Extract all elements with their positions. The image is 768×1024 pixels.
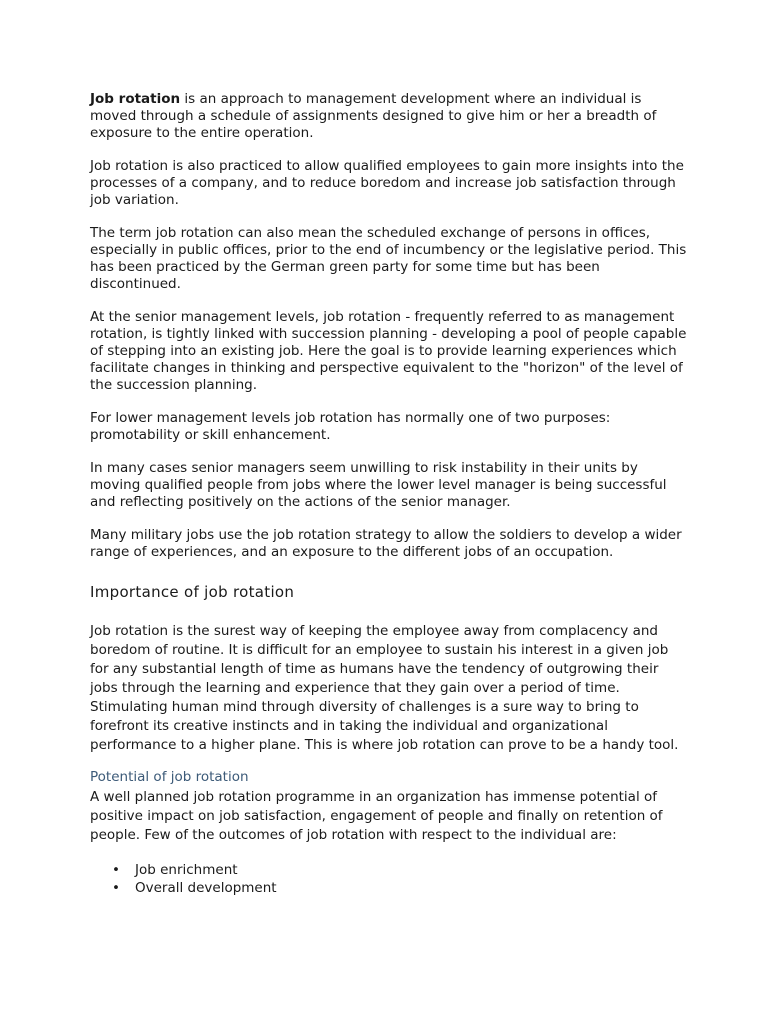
- document-page: [90, 91, 690, 897]
- bullet-list: [90, 861, 690, 897]
- intro-bold-term: Job rotation: [90, 91, 181, 107]
- section-paragraph: Job rotation is the surest way of keeping the employee away from complacency and boredom of routine. It is difficult for an employee to sustain his interest in a given job for any substantial length of time as humans have the tendency of outgrowing their jobs through the learning and experience that they gain over a period of time. Stimulating human mind through diversity of challenges is a sure way to bring to forefront its creative instincts and in taking the individual and organizational performance to a higher plane. This is where job rotation can prove to be a handy tool.: [90, 623, 679, 753]
- paragraph-2: Job rotation is also practiced to allow qualified employees to gain more insights into the processes of a company, and to reduce boredom and increase job satisfaction through job variation.: [90, 158, 684, 208]
- intro-text: is an approach to management development where an individual is moved through a schedule of assignments designed to give him or her a breadth of exposure to the entire operation.: [90, 91, 657, 141]
- paragraph-4: At the senior management levels, job rotation - frequently referred to as management rotation, is tightly linked with succession planning - developing a pool of people capable of stepping into an existing job. Here the goal is to provide learning experiences which facilitate changes in thinking and perspective equivalent to the "horizon" of the level of the succession planning.: [90, 309, 687, 393]
- list-item-text: Overall development: [135, 880, 277, 896]
- paragraph-5: For lower management levels job rotation has normally one of two purposes: promotability or skill enhancement.: [90, 410, 611, 443]
- list-item: [108, 879, 690, 897]
- section-heading: Importance of job rotation: [90, 583, 295, 601]
- sub-paragraph: A well planned job rotation programme in an organization has immense potential of positive impact on job satisfaction, engagement of people and finally on retention of people. Few of the outcomes of job rotation with respect to the individual are:: [90, 789, 663, 843]
- paragraph-6: In many cases senior managers seem unwilling to risk instability in their units by moving qualified people from jobs where the lower level manager is being successful and reflecting positively on the actions of the senior manager.: [90, 460, 667, 510]
- bullet-icon: •: [112, 862, 120, 878]
- list-item: [108, 861, 690, 879]
- intro-paragraph: [90, 91, 690, 142]
- subheading: Potential of job rotation: [90, 769, 249, 785]
- paragraph-7: Many military jobs use the job rotation strategy to allow the soldiers to develop a wider range of experiences, and an exposure to the different jobs of an occupation.: [90, 527, 682, 560]
- list-item-text: Job enrichment: [135, 862, 238, 878]
- paragraph-3: The term job rotation can also mean the scheduled exchange of persons in offices, especially in public offices, prior to the end of incumbency or the legislative period. This has been practiced by the German green party for some time but has been discontinued.: [90, 225, 687, 292]
- bullet-icon: •: [112, 880, 120, 896]
